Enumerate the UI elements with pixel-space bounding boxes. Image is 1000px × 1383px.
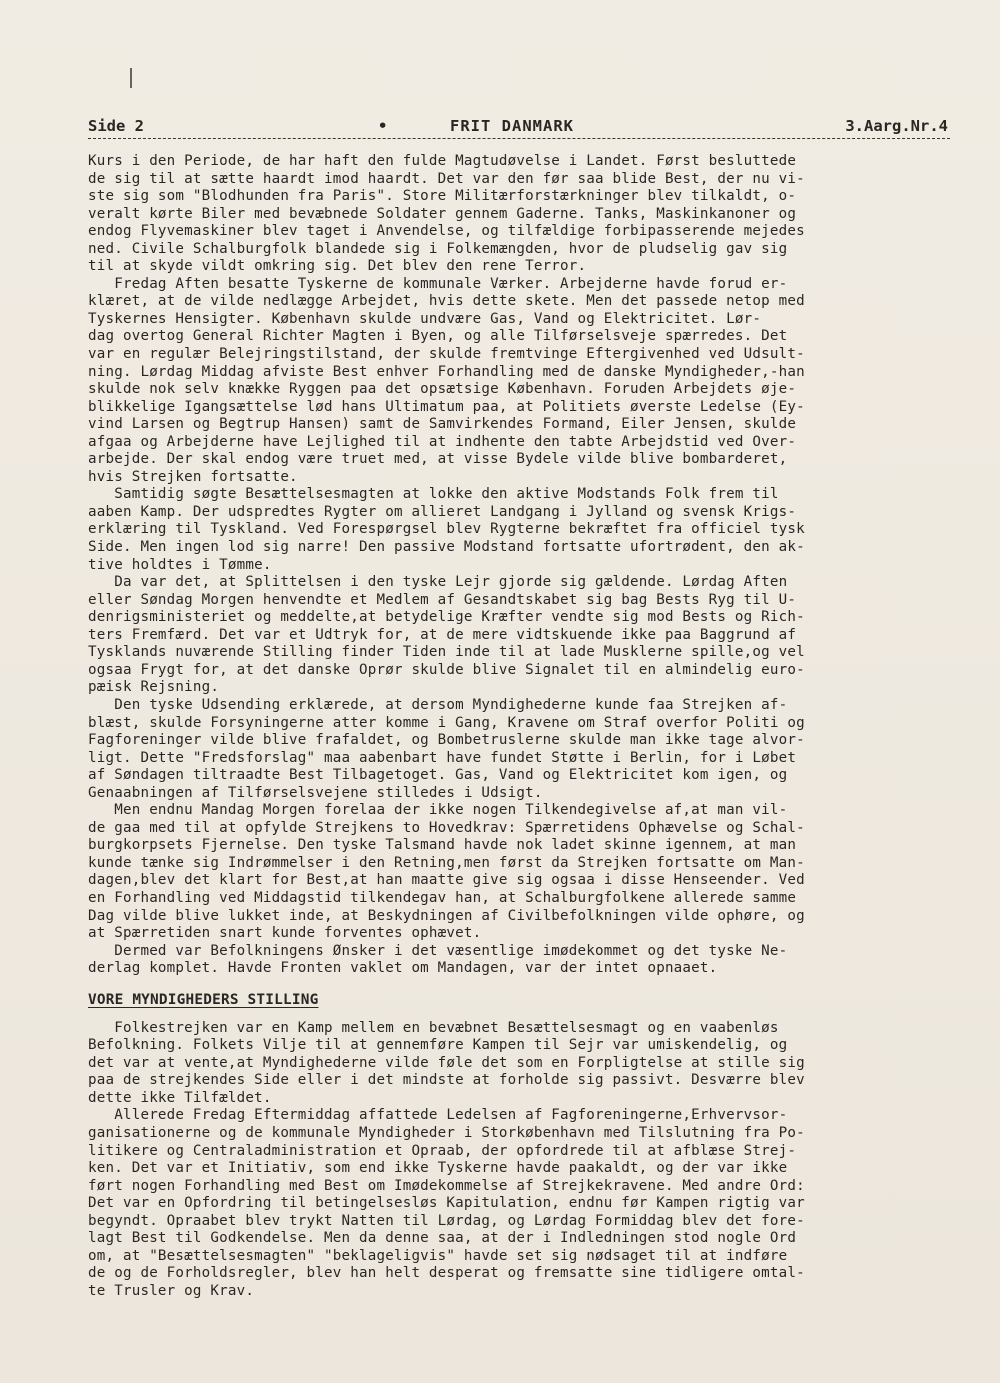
header-dot: • (378, 117, 388, 135)
text-line: kunde tænke sig Indrømmelser i den Retning,men først da Strejken fortsatte om Man- (88, 854, 805, 871)
text-line: ste sig som "Blodhunden fra Paris". Store Militærforstærkninger blev tilkaldt, o- (88, 188, 797, 205)
text-line: at Spærretiden snart kunde forventes ophævet. (88, 925, 482, 942)
text-line: om, at "Besættelsesmagten" "beklageligvis" havde set sig nødsaget til at indføre (88, 1247, 788, 1264)
text-line: te Trusler og Krav. (88, 1282, 255, 1299)
text-line: skulde nok selv knække Ryggen paa det opsætsige København. Foruden Arbejdets øje- (88, 381, 797, 398)
text-line: en Forhandling ved Middagstid tilkendegav han, at Schalburgfolkene allerede samme (88, 889, 797, 906)
section-authorities (88, 1020, 958, 1301)
text-line: denrigsministeriet og meddelte,at betydelige Kræfter vendte sig mod Bests og Rich- (88, 609, 805, 626)
margin-mark (130, 68, 132, 88)
text-line: Befolkning. Folkets Vilje til at gennemføre Kampen til Sejr var umiskendelig, og (88, 1037, 788, 1054)
text-line: ligt. Dette "Fredsforslag" maa aabenbart have fundet Støtte i Berlin, for i Løbet (88, 749, 797, 766)
text-line: Fagforeninger vilde blive frafaldet, og Bombetruslerne skulde man ikke tage alvor- (88, 732, 805, 749)
text-line: klæret, at de vilde nedlægge Arbejdet, hvis dette skete. Men det passede netop med (88, 293, 805, 310)
text-line: Tysklands nuværende Stilling finder Tiden inde til at lade Musklerne spille,og vel (88, 644, 805, 661)
text-line: veralt kørte Biler med bevæbnede Soldater gennem Gaderne. Tanks, Maskinkanoner og (88, 205, 797, 222)
text-line: Kurs i den Periode, de har haft den fulde Magtudøvelse i Landet. Først besluttede (88, 153, 797, 169)
text-line: Genaabningen af Tilførselsvejene stilledes i Udsigt. (88, 784, 543, 801)
text-line: blikkelige Igangsættelse lød hans Ultimatum paa, at Politiets øverste Ledelse (Ey- (88, 398, 805, 415)
text-line: Side. Men ingen lod sig narre! Den passive Modstand fortsatte ufortrødent, den ak- (88, 539, 805, 556)
text-line: Samtidig søgte Besættelsesmagten at lokke den aktive Modstands Folk frem til (88, 486, 779, 503)
text-line: begyndt. Opraabet blev trykt Natten til Lørdag, og Lørdag Formiddag blev det fore- (88, 1212, 805, 1229)
newspaper-title: FRIT DANMARK (450, 117, 574, 135)
text-line: litikere og Centraladministration et Opraab, der opfordrede til at afblæse Strej- (88, 1142, 797, 1159)
text-line: vind Larsen og Begtrup Hansen) samt de Samvirkendes Formand, Eiler Jensen, skulde (88, 416, 797, 433)
text-line: ters Fremfærd. Det var et Udtryk for, at de mere vidtskuende ikke paa Baggrund af (88, 626, 797, 643)
text-line: ning. Lørdag Middag afviste Best enhver Forhandling med de danske Myndigheder,-han (88, 363, 805, 380)
text-line: lagt Best til Godkendelse. Men da denne saa, at der i Indledningen stod nogle Ord (88, 1230, 797, 1247)
page-header (88, 117, 950, 139)
text-line: ken. Det var et Initiativ, som end ikke Tyskerne havde paakaldt, og der var ikke (88, 1160, 788, 1177)
text-line: af Søndagen tiltraadte Best Tilbagetoget. Gas, Vand og Elektricitet kom igen, og (88, 767, 788, 784)
text-line: de sig til at sætte haardt imod haardt. Det var den før saa blide Best, der nu vi- (88, 170, 805, 187)
section-heading: VORE MYNDIGHEDERS STILLING (88, 991, 319, 1008)
text-line: erklæring til Tyskland. Ved Forespørgsel blev Rygterne bekræftet fra officiel tysk (88, 521, 805, 538)
text-line: dag overtog General Richter Magten i Byen, og alle Tilførselsveje spærredes. Det (88, 328, 788, 345)
text-line: burgkorpsets Fjernelse. Den tyske Talsmand havde nok ladet skinne igennem, at man (88, 837, 797, 854)
text-line: ført nogen Forhandling med Best om Imødekommelse af Strejkekravene. Med andre Ord: (88, 1177, 805, 1194)
text-line: Dermed var Befolkningens Ønsker i det væsentlige imødekommet og det tyske Ne- (88, 942, 788, 959)
text-line: pæisk Rejsning. (88, 679, 220, 696)
text-line: var en regulær Belejringstilstand, der skulde fremtvinge Eftergivenhed ved Udsult- (88, 346, 805, 363)
text-line: blæst, skulde Forsyningerne atter komme i Gang, Kravene om Straf overfor Politi og (88, 714, 805, 731)
text-line: Allerede Fredag Eftermiddag affattede Ledelsen af Fagforeningerne,Erhvervsor- (88, 1107, 788, 1124)
text-line: endog Flyvemaskiner blev taget i Anvendelse, og tilfældige forbipasserende mejedes (88, 223, 805, 240)
text-line: dette ikke Tilfældet. (88, 1089, 272, 1106)
text-line: paa de strejkendes Side eller i det mindste at forholde sig passivt. Desværre blev (88, 1072, 805, 1089)
text-line: til at skyde vildt omkring sig. Det blev den rene Terror. (88, 258, 587, 275)
text-line: Da var det, at Splittelsen i den tyske Lejr gjorde sig gældende. Lørdag Aften (88, 574, 788, 591)
text-line: Tyskernes Hensigter. København skulde undvære Gas, Vand og Elektricitet. Lør- (88, 310, 762, 327)
section-strike-narrative (88, 153, 958, 978)
text-line: de og de Forholdsregler, blev han helt desperat og fremsatte sine tidligere omtal- (88, 1265, 805, 1282)
article-body (88, 153, 958, 1300)
text-line: Fredag Aften besatte Tyskerne de kommunale Værker. Arbejderne havde forud er- (88, 275, 788, 292)
text-line: tive holdtes i Tømme. (88, 556, 272, 573)
text-line: hvis Strejken fortsatte. (88, 468, 298, 485)
text-line: de gaa med til at opfylde Strejkens to Hovedkrav: Spærretidens Ophævelse og Schal- (88, 819, 805, 836)
text-line: aaben Kamp. Der udspredtes Rygter om allieret Landgang i Jylland og svensk Krigs- (88, 503, 797, 520)
text-line: dagen,blev det klart for Best,at han maatte give sig ogsaa i disse Henseender. Ved (88, 872, 805, 889)
text-line: ganisationerne og de kommunale Myndigheder i Storkøbenhavn med Tilslutning fra Po- (88, 1124, 805, 1141)
text-line: Det var en Opfordring til betingelsesløs Kapitulation, endnu før Kampen rigtig var (88, 1195, 805, 1212)
text-line: ogsaa Frygt for, at det danske Oprør skulde blive Signalet til en almindelig euro- (88, 661, 805, 678)
text-line: eller Søndag Morgen henvendte et Medlem af Gesandtskabet sig bag Bests Ryg til U- (88, 591, 797, 608)
header-rule (88, 138, 950, 139)
text-line: Folkestrejken var en Kamp mellem en bevæbnet Besættelsesmagt og en vaabenløs (88, 1019, 779, 1036)
page-number: Side 2 (88, 117, 144, 135)
text-line: Den tyske Udsending erklærede, at dersom Myndighederne kunde faa Strejken af- (88, 696, 788, 713)
text-line: afgaa og Arbejderne have Lejlighed til at indhente den tabte Arbejdstid ved Over- (88, 433, 797, 450)
text-line: Dag vilde blive lukket inde, at Beskydningen af Civilbefolkningen vilde ophøre, og (88, 907, 805, 924)
text-line: arbejde. Der skal endog være truet med, at visse Bydele vilde blive bombarderet, (88, 451, 788, 468)
issue-number: 3.Aarg.Nr.4 (845, 117, 948, 135)
text-line: det var at vente,at Myndighederne vilde føle det som en Forpligtelse at stille sig (88, 1054, 805, 1071)
text-line: derlag komplet. Havde Fronten vaklet om Mandagen, var der intet opnaaet. (88, 960, 718, 977)
text-line: ned. Civile Schalburgfolk blandede sig i Folkemængden, hvor de pludselig gav sig (88, 240, 788, 257)
text-line: Men endnu Mandag Morgen forelaa der ikke nogen Tilkendegivelse af,at man vil- (88, 802, 788, 819)
